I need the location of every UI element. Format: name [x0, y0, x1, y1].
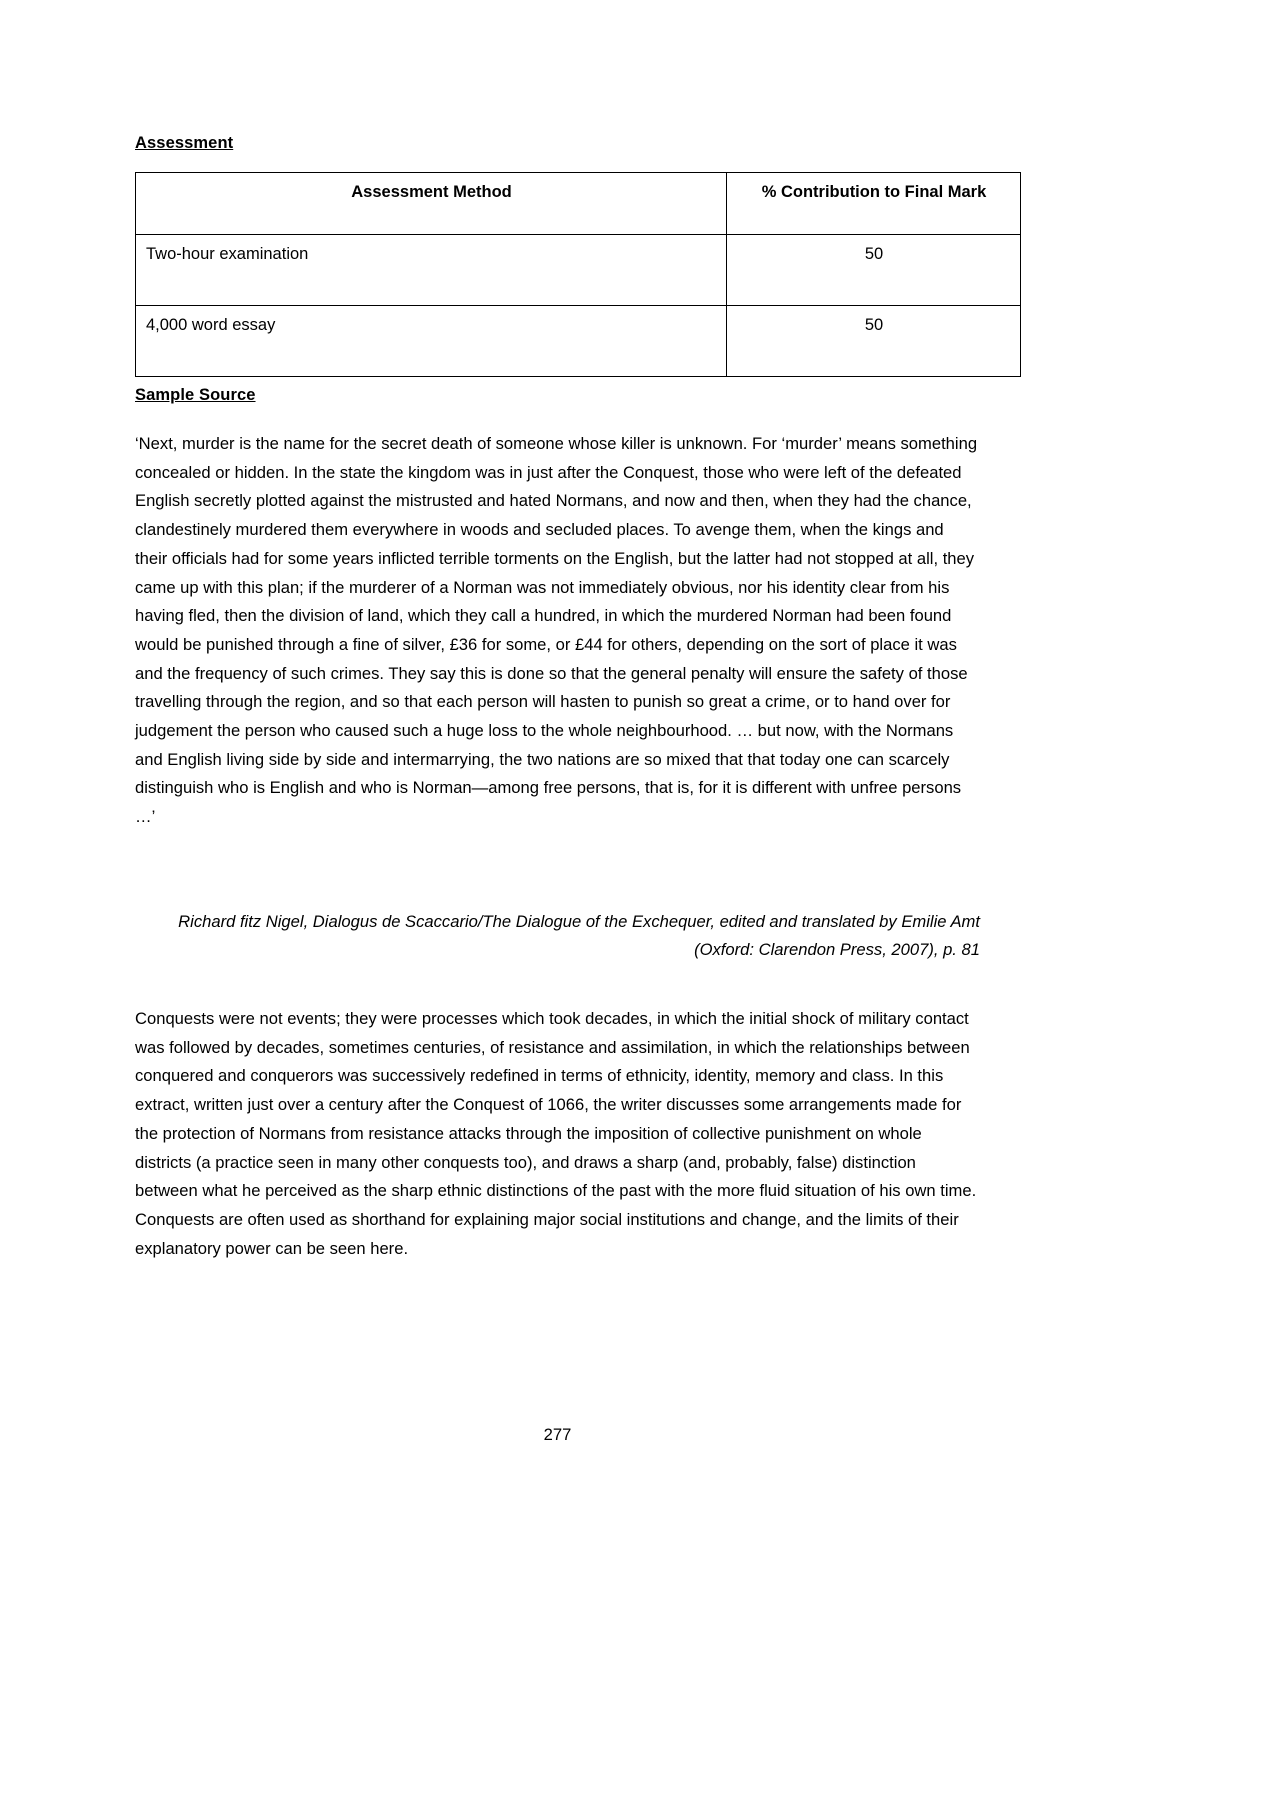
- table-row: [136, 306, 1021, 377]
- sample-source-heading: Sample Source: [135, 386, 256, 404]
- cell-assessment-method: 4,000 word essay: [136, 306, 727, 377]
- table-row: [136, 235, 1021, 306]
- assessment-heading: Assessment: [135, 134, 234, 152]
- table-header: [136, 173, 1021, 235]
- column-header-contribution: % Contribution to Final Mark: [727, 173, 1021, 235]
- assessment-table-container: [135, 172, 987, 377]
- cell-contribution: 50: [727, 306, 1021, 377]
- sample-source-quote: ‘Next, murder is the name for the secret death of someone whose killer is unknown. For ‘murder’ means something concealed or hidden. In the state the kingdom was in just after the Conquest, those who were left of the defeated English secretly plotted against the mistrusted and hated Normans, and now and then, when they had the chance, clandestinely murdered them everywhere in woods and secluded places. To avenge them, when the kings and their officials had for some years inflicted terrible torments on the English, but the latter had not stopped at all, they came up with this plan; if the murderer of a Norman was not immediately obvious, nor his identity clear from his having fled, then the division of land, which they call a hundred, in which the murdered Norman had been found would be punished through a fine of silver, £36 for some, or £44 for others, depending on the sort of place it was and the frequency of such crimes. They say this is done so that the general penalty will ensure the safety of those travelling through the region, and so that each person will hasten to punish so great a crime, or to hand over for judgement the person who caused such a huge loss to the whole neighbourhood. … but now, with the Normans and English living side by side and intermarrying, the two nations are so mixed that that today one can scarcely distinguish who is English and who is Norman—among free persons, that is, for it is different with unfree persons …’: [135, 434, 978, 827]
- cell-contribution: 50: [727, 235, 1021, 306]
- source-citation: Richard fitz Nigel, Dialogus de Scaccario/The Dialogue of the Exchequer, edited and translated by Emilie Amt (Oxford: Clarendon Press, 2007), p. 81: [178, 911, 980, 960]
- column-header-assessment-method: Assessment Method: [136, 173, 727, 235]
- commentary-paragraph: Conquests were not events; they were processes which took decades, in which the initial shock of military contact was followed by decades, sometimes centuries, of resistance and assimilation, in which the relationships between conquered and conquerors was successively redefined in terms of ethnicity, identity, memory and class. In this extract, written just over a century after the Conquest of 1066, the writer discusses some arrangements made for the protection of Normans from resistance attacks through the imposition of collective punishment on whole districts (a practice seen in many other conquests too), and draws a sharp (and, probably, false) distinction between what he perceived as the sharp ethnic distinctions of the past with the more fluid situation of his own time. Conquests are often used as shorthand for explaining major social institutions and change, and the limits of their explanatory power can be seen here.: [135, 1009, 977, 1258]
- assessment-table: [135, 172, 1021, 377]
- table-header-row: [136, 173, 1021, 235]
- table-body: [136, 235, 1021, 377]
- page-number: 277: [543, 1425, 572, 1444]
- cell-assessment-method: Two-hour examination: [136, 235, 727, 306]
